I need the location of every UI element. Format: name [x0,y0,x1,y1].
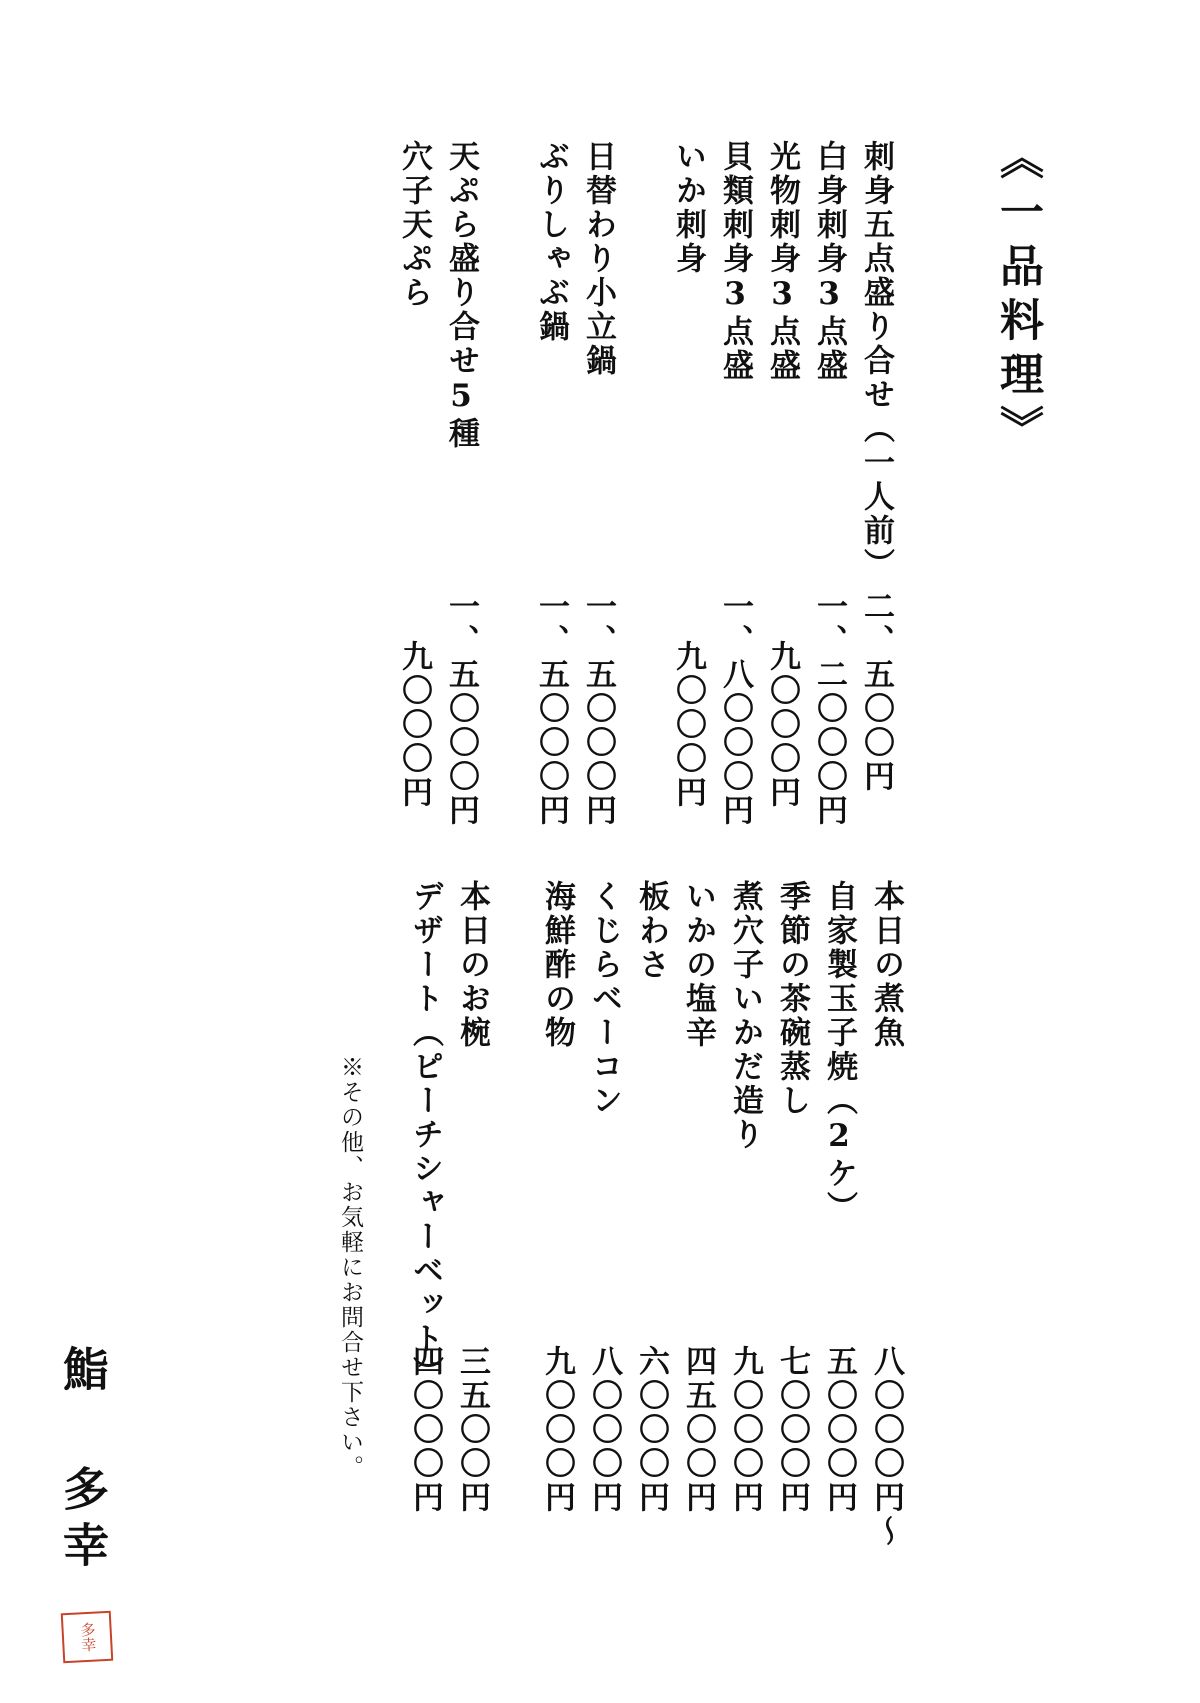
menu-item-price: 九〇〇〇円 [727,1345,763,1515]
menu-item-price: 一、五〇〇〇円 [580,590,616,828]
menu-item-price: 四〇〇〇円 [407,1345,443,1515]
menu-item-name: デザート（ピーチシャーベット） [407,880,443,1390]
menu-item-name: 季節の茶碗蒸し [774,880,810,1118]
menu-item-name: 本日のお椀 [454,880,490,1050]
menu-item-price: 九〇〇〇円 [539,1345,575,1515]
menu-item-price: 二、五〇〇円 [858,590,894,794]
menu-item-name: 板わさ [633,880,669,982]
menu-item-name: 白身刺身3点盛 [811,140,847,383]
menu-item-price: 三五〇〇円 [454,1345,490,1515]
shop-name: 鮨 多幸 [56,1345,110,1577]
shop-seal-stamp: 多幸 [61,1611,114,1664]
menu-item-name: 穴子天ぷら [396,140,432,310]
menu-item-name: 本日の煮魚 [868,880,904,1050]
menu-item-name: 煮穴子いかだ造り [727,880,763,1152]
menu-item-name: いか刺身 [670,140,706,276]
menu-item-price: 一、五〇〇〇円 [443,590,479,828]
menu-item-name: 貝類刺身3点盛 [717,140,753,383]
menu-item-name: いかの塩辛 [680,880,716,1050]
menu-item-price: 七〇〇〇円 [774,1345,810,1515]
menu-item-name: 天ぷら盛り合せ5種 [443,140,479,451]
menu-item-price: 六〇〇〇円 [633,1345,669,1515]
menu-item-price: 八〇〇〇円 [586,1345,622,1515]
menu-item-price: 一、二〇〇〇円 [811,590,847,828]
inquiry-note: ※その他、お気軽にお問合せ下さい。 [337,1055,363,1480]
menu-item-price: 四五〇〇円 [680,1345,716,1515]
menu-item-name: くじらベーコン [586,880,622,1118]
menu-item-price: 九〇〇〇円 [670,640,706,810]
menu-item-name: 海鮮酢の物 [539,880,575,1050]
menu-item-name: 日替わり小立鍋 [580,140,616,378]
menu-item-name: 刺身五点盛り合せ（一人前） [858,140,894,582]
menu-item-price: 一、八〇〇〇円 [717,590,753,828]
menu-item-price: 五〇〇〇円 [821,1345,857,1515]
menu-item-name: 自家製玉子焼（2ケ） [821,880,857,1225]
menu-item-price: 九〇〇〇円 [764,640,800,810]
menu-item-price: 九〇〇〇円 [396,640,432,810]
menu-item-name: 光物刺身3点盛 [764,140,800,383]
menu-item-price: 一、五〇〇〇円 [533,590,569,828]
menu-item-name: ぶりしゃぶ鍋 [533,140,569,344]
menu-heading: 《一品料理》 [992,135,1043,459]
menu-item-price: 八〇〇〇円～ [868,1345,904,1549]
